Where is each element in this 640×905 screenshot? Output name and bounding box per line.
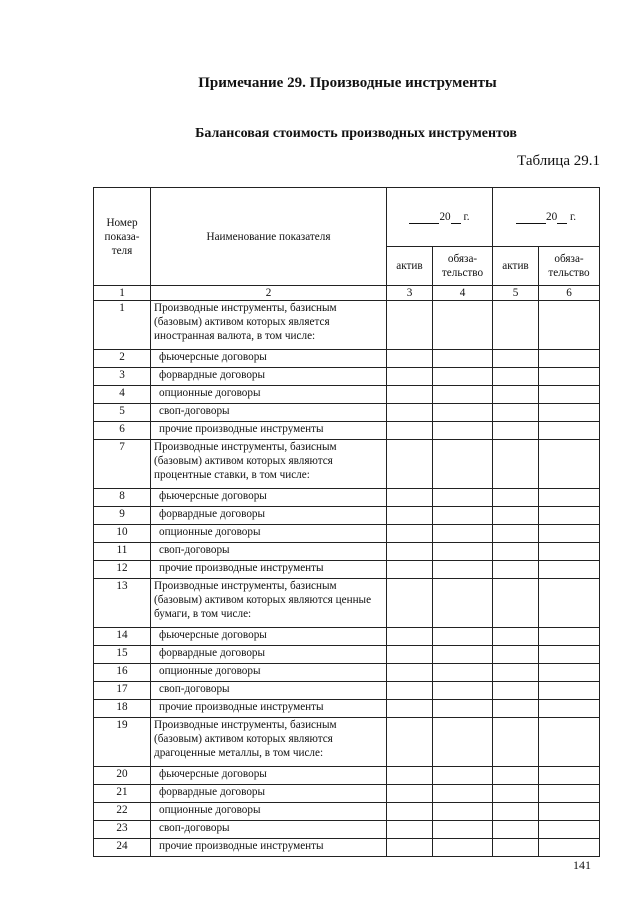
row-name: форвардные договоры [151, 646, 387, 664]
derivatives-table [93, 187, 600, 857]
page-number: 141 [573, 858, 591, 872]
value-cell [387, 507, 433, 525]
value-cell [539, 561, 600, 579]
table-row [94, 350, 600, 368]
row-name: фьючерсные договоры [151, 350, 387, 368]
value-cell [387, 579, 433, 628]
row-number: 9 [94, 507, 151, 525]
row-number: 5 [94, 404, 151, 422]
value-cell [433, 628, 493, 646]
table-label: Таблица 29.1 [517, 153, 600, 169]
year-1-suffix: г. [463, 211, 470, 223]
table-row [94, 404, 600, 422]
row-number: 19 [94, 718, 151, 767]
note-title: Примечание 29. Производные инструменты [198, 75, 497, 91]
value-cell [387, 718, 433, 767]
value-cell [493, 525, 539, 543]
value-cell [387, 664, 433, 682]
value-cell [493, 664, 539, 682]
value-cell [493, 821, 539, 839]
value-cell [539, 821, 600, 839]
value-cell [433, 543, 493, 561]
value-cell [493, 718, 539, 767]
table-row [94, 525, 600, 543]
value-cell [539, 404, 600, 422]
value-cell [433, 404, 493, 422]
row-name: фьючерсные договоры [151, 489, 387, 507]
value-cell [433, 718, 493, 767]
value-cell [433, 821, 493, 839]
value-cell [387, 628, 433, 646]
value-cell [539, 507, 600, 525]
value-cell [493, 803, 539, 821]
row-number: 7 [94, 440, 151, 489]
table-row-group [94, 579, 600, 628]
column-number: 1 [94, 286, 151, 301]
row-number: 2 [94, 350, 151, 368]
value-cell [493, 646, 539, 664]
value-cell [433, 422, 493, 440]
value-cell [539, 785, 600, 803]
row-number: 6 [94, 422, 151, 440]
column-number: 4 [433, 286, 493, 301]
table-row [94, 700, 600, 718]
row-name: Производные инструменты, базисным (базовым) активом которых являются ценные бумаги, в том числе: [151, 579, 387, 628]
table-row-group [94, 718, 600, 767]
value-cell [539, 579, 600, 628]
value-cell [387, 682, 433, 700]
row-number: 1 [94, 301, 151, 350]
value-cell [539, 682, 600, 700]
header-liability-1: обяза-тельство [433, 247, 493, 286]
value-cell [387, 839, 433, 857]
value-cell [387, 700, 433, 718]
value-cell [493, 785, 539, 803]
row-name: опционные договоры [151, 664, 387, 682]
table-row-group [94, 301, 600, 350]
value-cell [433, 489, 493, 507]
header-number: Номер показа-теля [94, 188, 151, 286]
value-cell [539, 525, 600, 543]
value-cell [493, 682, 539, 700]
value-cell [539, 718, 600, 767]
row-name: форвардные договоры [151, 785, 387, 803]
value-cell [493, 561, 539, 579]
row-number: 14 [94, 628, 151, 646]
blank-line [557, 223, 567, 224]
row-name: Производные инструменты, базисным (базовым) активом которых является иностранная валюта, в том числе: [151, 301, 387, 350]
table-row [94, 821, 600, 839]
table-row [94, 785, 600, 803]
value-cell [387, 543, 433, 561]
value-cell [539, 350, 600, 368]
header-asset-2: актив [493, 247, 539, 286]
value-cell [433, 646, 493, 664]
table-row [94, 682, 600, 700]
row-number: 11 [94, 543, 151, 561]
value-cell [387, 821, 433, 839]
value-cell [539, 301, 600, 350]
year-2-suffix: г. [569, 211, 577, 223]
value-cell [539, 628, 600, 646]
row-number: 15 [94, 646, 151, 664]
header-asset-1: актив [387, 247, 433, 286]
row-name: своп-договоры [151, 404, 387, 422]
table-row [94, 386, 600, 404]
table-body [94, 301, 600, 857]
column-number: 6 [539, 286, 600, 301]
year-1-value: 20 [439, 211, 451, 223]
blank-line [451, 223, 461, 224]
value-cell [387, 440, 433, 489]
value-cell [387, 803, 433, 821]
row-number: 10 [94, 525, 151, 543]
value-cell [539, 664, 600, 682]
row-number: 17 [94, 682, 151, 700]
table-row-group [94, 440, 600, 489]
row-number: 22 [94, 803, 151, 821]
value-cell [387, 368, 433, 386]
value-cell [539, 368, 600, 386]
value-cell [433, 700, 493, 718]
row-number: 4 [94, 386, 151, 404]
row-name: Производные инструменты, базисным (базовым) активом которых являются драгоценные металлы, в том числе: [151, 718, 387, 767]
row-name: опционные договоры [151, 803, 387, 821]
value-cell [433, 839, 493, 857]
value-cell [493, 543, 539, 561]
table-row [94, 543, 600, 561]
value-cell [539, 422, 600, 440]
value-cell [539, 646, 600, 664]
value-cell [433, 440, 493, 489]
value-cell [493, 440, 539, 489]
column-number: 3 [387, 286, 433, 301]
value-cell [539, 839, 600, 857]
value-cell [387, 525, 433, 543]
value-cell [433, 301, 493, 350]
value-cell [493, 489, 539, 507]
row-name: прочие производные инструменты [151, 422, 387, 440]
value-cell [387, 489, 433, 507]
value-cell [539, 700, 600, 718]
value-cell [539, 543, 600, 561]
row-name: Производные инструменты, базисным (базовым) активом которых являются процентные ставки, в том числе: [151, 440, 387, 489]
table-row [94, 489, 600, 507]
value-cell [387, 646, 433, 664]
year-2-value: 20 [545, 211, 558, 223]
value-cell [433, 525, 493, 543]
value-cell [387, 422, 433, 440]
row-name: фьючерсные договоры [151, 767, 387, 785]
value-cell [539, 386, 600, 404]
value-cell [493, 422, 539, 440]
row-number: 18 [94, 700, 151, 718]
value-cell [493, 404, 539, 422]
value-cell [539, 489, 600, 507]
value-cell [433, 350, 493, 368]
row-name: своп-договоры [151, 821, 387, 839]
header-liability-2: обяза-тельство [539, 247, 600, 286]
value-cell [387, 785, 433, 803]
table-row [94, 507, 600, 525]
row-name: форвардные договоры [151, 507, 387, 525]
header-year-1 [387, 188, 493, 247]
table-row [94, 664, 600, 682]
value-cell [387, 350, 433, 368]
table-row [94, 646, 600, 664]
table-subtitle: Балансовая стоимость производных инструментов [195, 126, 517, 141]
row-name: форвардные договоры [151, 368, 387, 386]
row-name: опционные договоры [151, 525, 387, 543]
row-number: 20 [94, 767, 151, 785]
column-number: 2 [151, 286, 387, 301]
value-cell [433, 561, 493, 579]
blank-line [516, 223, 546, 224]
value-cell [539, 767, 600, 785]
row-number: 3 [94, 368, 151, 386]
value-cell [539, 440, 600, 489]
table-row [94, 767, 600, 785]
row-number: 13 [94, 579, 151, 628]
table-row [94, 839, 600, 857]
value-cell [493, 507, 539, 525]
value-cell [493, 386, 539, 404]
value-cell [387, 301, 433, 350]
value-cell [387, 404, 433, 422]
value-cell [493, 579, 539, 628]
row-number: 23 [94, 821, 151, 839]
value-cell [493, 767, 539, 785]
value-cell [433, 785, 493, 803]
row-number: 8 [94, 489, 151, 507]
table-row [94, 422, 600, 440]
row-number: 16 [94, 664, 151, 682]
row-name: своп-договоры [151, 543, 387, 561]
row-name: фьючерсные договоры [151, 628, 387, 646]
value-cell [433, 767, 493, 785]
value-cell [433, 507, 493, 525]
row-number: 21 [94, 785, 151, 803]
value-cell [387, 767, 433, 785]
table-row [94, 628, 600, 646]
row-name: прочие производные инструменты [151, 561, 387, 579]
blank-line [409, 223, 439, 224]
table-row [94, 803, 600, 821]
value-cell [433, 803, 493, 821]
value-cell [433, 368, 493, 386]
value-cell [387, 561, 433, 579]
value-cell [493, 350, 539, 368]
value-cell [433, 664, 493, 682]
row-number: 12 [94, 561, 151, 579]
value-cell [493, 839, 539, 857]
row-name: прочие производные инструменты [151, 700, 387, 718]
value-cell [387, 386, 433, 404]
value-cell [493, 628, 539, 646]
value-cell [493, 368, 539, 386]
value-cell [433, 579, 493, 628]
value-cell [493, 700, 539, 718]
header-name: Наименование показателя [151, 188, 387, 286]
value-cell [493, 301, 539, 350]
value-cell [433, 682, 493, 700]
row-name: прочие производные инструменты [151, 839, 387, 857]
value-cell [433, 386, 493, 404]
header-year-2 [493, 188, 600, 247]
row-number: 24 [94, 839, 151, 857]
table-row [94, 368, 600, 386]
value-cell [539, 803, 600, 821]
column-number-row [94, 286, 600, 301]
row-name: опционные договоры [151, 386, 387, 404]
row-name: своп-договоры [151, 682, 387, 700]
table-row [94, 561, 600, 579]
column-number: 5 [493, 286, 539, 301]
